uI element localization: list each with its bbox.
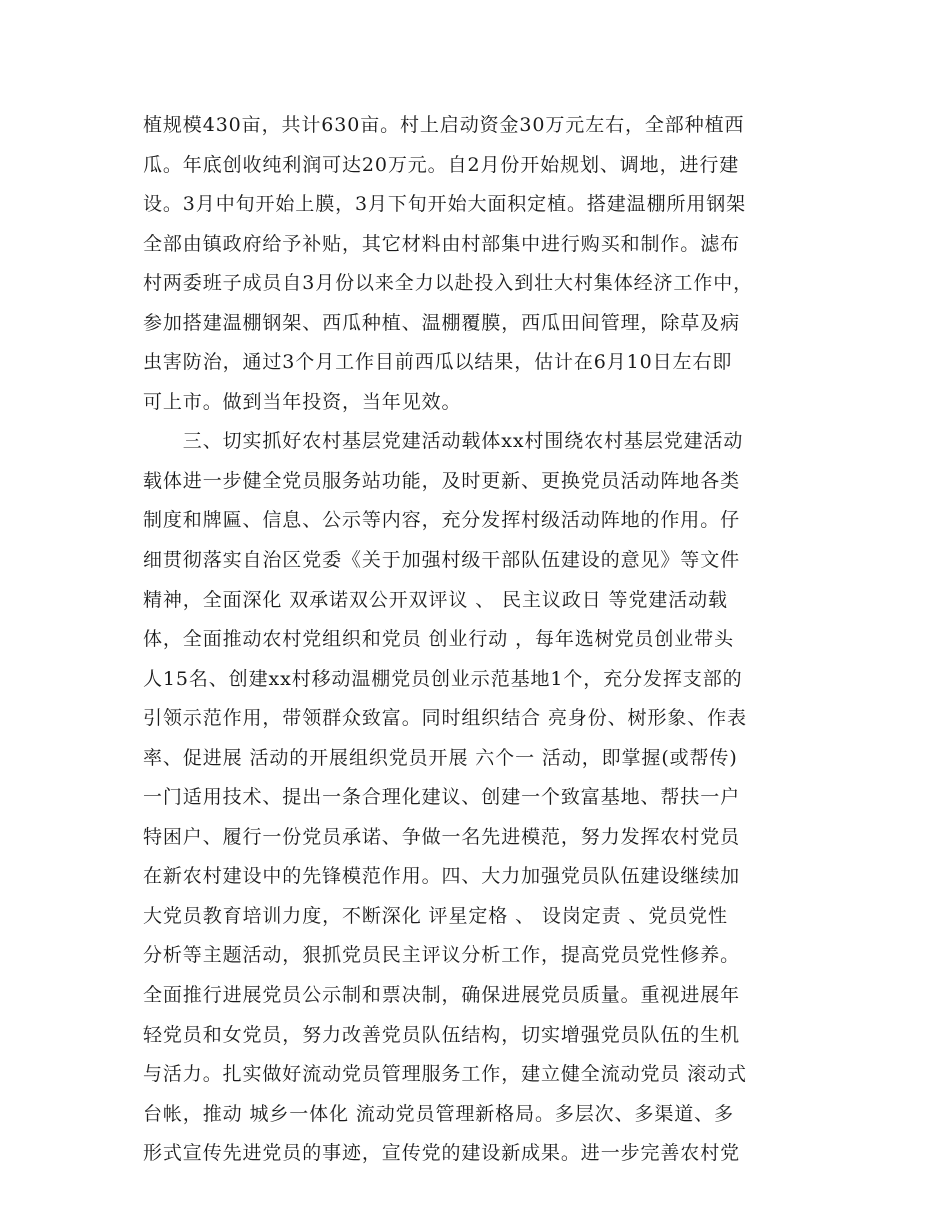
text-line: 全部由镇政府给予补贴，其它材料由村部集中进行购买和制作。滤布 (143, 232, 741, 255)
text-line: 虫害防治，通过3个月工作目前西瓜以结果，估计在6月10日左右即 (143, 351, 733, 374)
text-line: 村两委班子成员自3月份以来全力以赴投入到壮大村集体经济工作中， (143, 272, 753, 295)
text-line: 在新农村建设中的先锋模范作用。四、大力加强党员队伍建设继续加 (143, 865, 741, 888)
text-line: 植规模430亩，共计630亩。村上启动资金30万元左右，全部种植西 (143, 114, 745, 136)
text-line: 体，全面推动农村党组织和党员 创业行动 ，每年选树党员创业带头 (143, 628, 734, 651)
text-line: 大党员教育培训力度，不断深化 评星定格 、 设岗定责 、党员党性 (143, 904, 728, 927)
text-line: 全面推行进展党员公示制和票决制，确保进展党员质量。重视进展年 (143, 984, 741, 1007)
text-line: 一门适用技术、提出一条合理化建议、创建一个致富基地、帮扶一户 (143, 786, 741, 809)
text-line: 分析等主题活动，狠抓党员民主评议分析工作，提高党员党性修养。 (143, 944, 741, 967)
text-line: 可上市。做到当年投资，当年见效。 (143, 390, 462, 413)
text-line: 台帐，推动 城乡一体化 流动党员管理新格局。多层次、多渠道、多 (143, 1102, 734, 1125)
text-line: 参加搭建温棚钢架、西瓜种植、温棚覆膜，西瓜田间管理，除草及病 (143, 311, 741, 334)
text-line: 形式宣传先进党员的事迹，宣传党的建设新成果。进一步完善农村党 (143, 1142, 741, 1165)
body-text (143, 106, 823, 1174)
text-line: 精神，全面深化 双承诺双公开双评议 、 民主议政日 等党建活动载 (143, 588, 728, 611)
text-line: 率、促进展 活动的开展组织党员开展 六个一 活动，即掌握(或帮传) (143, 746, 738, 769)
text-line: 特困户、履行一份党员承诺、争做一名先进模范，努力发挥农村党员 (143, 825, 741, 848)
text-line: 三、切实抓好农村基层党建活动载体xx村围绕农村基层党建活动 (143, 430, 744, 453)
text-line: 与活力。扎实做好流动党员管理服务工作，建立健全流动党员 滚动式 (143, 1063, 747, 1086)
text-line: 引领示范作用，带领群众致富。同时组织结合 亮身份、树形象、作表 (143, 707, 747, 730)
text-line: 轻党员和女党员，努力改善党员队伍结构，切实增强党员队伍的生机 (143, 1023, 741, 1046)
text-line: 细贯彻落实自治区党委《关于加强村级干部队伍建设的意见》等文件 (143, 549, 741, 572)
text-line: 人15名、创建xx村移动温棚党员创业示范基地1个，充分发挥支部的 (143, 667, 743, 690)
text-line: 制度和牌匾、信息、公示等内容，充分发挥村级活动阵地的作用。仔 (143, 509, 741, 532)
text-line: 载体进一步健全党员服务站功能，及时更新、更换党员活动阵地各类 (143, 469, 741, 492)
text-line: 瓜。年底创收纯利润可达20万元。自2月份开始规划、调地，进行建 (143, 153, 740, 176)
text-line: 设。3月中旬开始上膜，3月下旬开始大面积定植。搭建温棚所用钢架 (143, 193, 747, 216)
